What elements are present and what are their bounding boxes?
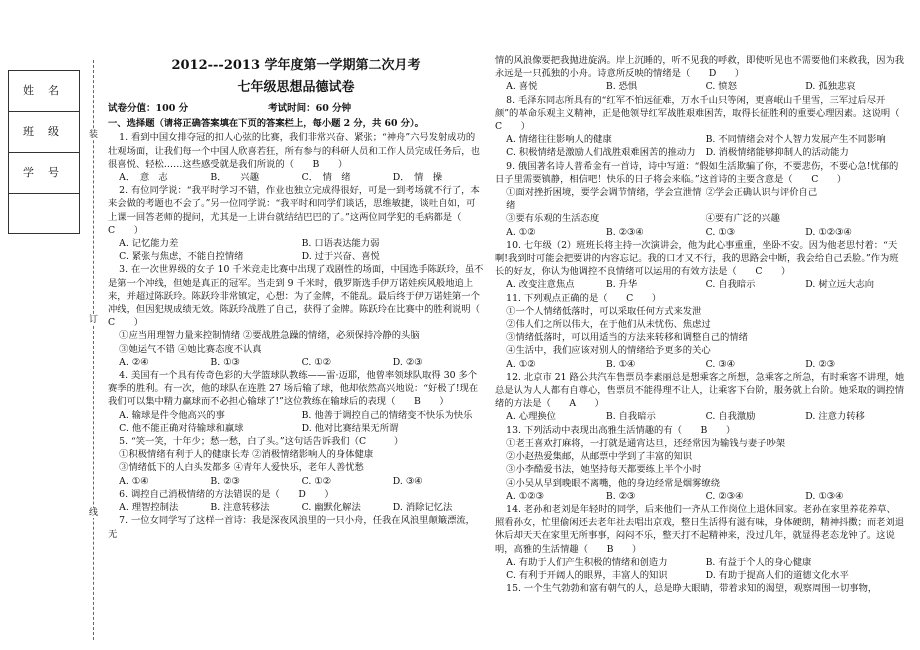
answer-options [108, 409, 484, 435]
answer-option: B. ①④ [605, 358, 636, 370]
answer-option: A. 心理换位 [506, 411, 556, 423]
question-text: 情的风浪像要把我抛进旋涡。岸上沉睡的，听不见我的呼救，即使听见也不需要他们来救我，因为我永远是一只孤独的小舟。诗意所反映的情绪是（ D ） [495, 55, 905, 80]
answer-option: B. ②③④ [605, 226, 644, 238]
question-text: 4. 美国有一个具有传奇色彩的大学篮球队教练——雷·迈耶，他曾率领球队取得 30 多个赛季的胜利。有一次，他的球队在连胜 27 场后输了球，他却依然高兴地说：“好极了!现在我们可以集中精力赢球而不必担心输球了!”这位教练在输球后的表现（ B ） [108, 370, 479, 408]
question-text: 13. 下列活动中表现出高雅生活情趣的有（ B ） [506, 424, 736, 436]
answer-option: C. 幽默化解法 [301, 502, 361, 514]
answer-option: A. 输球是件令他高兴的事 [119, 409, 225, 421]
answer-option: C. ①② [301, 356, 331, 368]
answer-options [495, 490, 905, 503]
answer-option: C. ①② [301, 475, 331, 487]
answer-option: C. 自我暗示 [705, 279, 756, 291]
question-text: 7. 一位女同学写了这样一首诗：我是深夜风浪里的一只小舟，任我在风浪里颠簸漂流，无 [108, 515, 475, 540]
question-text: 2. 有位同学说：“我平时学习不错，作业也独立完成得很好，可是一到考场就不行了，本来会做的考题也不会了。”另一位同学说：“我平时和同学们谈话，思维敏捷，谈吐自如，可上课一回答老师的提问，尤其是一上讲台就结结巴巴的了。”这两位同学犯的毛病都是（ C ） [108, 185, 480, 236]
left-column [108, 58, 499, 541]
answer-option: C. ③④ [705, 358, 735, 370]
answer-option: B． 兴趣 [210, 172, 260, 184]
answer-options [495, 133, 905, 159]
section-heading: 一、选择题（请将正确答案填在下页的答案栏上，每小题 2 分，共 60 分）。 [108, 118, 424, 130]
answer-option: A． 意 志 [119, 172, 168, 184]
binding-line [93, 60, 94, 640]
answer-options [495, 556, 905, 582]
answer-option: ③要有乐观的生活态度 [506, 213, 600, 225]
statement-line: ①一个人情绪低落时，可以采取任何方式来发泄 [506, 305, 702, 317]
exam-info [108, 102, 484, 115]
answer-option: ②学会正确认识与评价自己 [705, 187, 818, 199]
answer-option: B. 恐惧 [605, 81, 638, 93]
statement-line: ③她运气不错 ④她比赛态度不认真 [119, 343, 262, 355]
answer-options [108, 356, 484, 369]
answer-option: B. 注意转移法 [210, 502, 270, 514]
question-text: 8. 毛泽东同志所具有的“红军不怕远征难，万水千山只等闲，更喜岷山千里雪，三军过后尽开颜”的革命乐观主义精神，正是他领导红军战胜艰难困苦，取得长征胜利的重要心理因素。这说明（ C ） [495, 94, 919, 133]
answer-option: C． 情 绪 [301, 172, 351, 184]
statement-line: ②小赵热爱集邮，从邮票中学到了丰富的知识 [506, 451, 693, 463]
statement-line: ①应当用理智力量来控制情绪 ②要战胜急躁的情绪，必须保持冷静的头脑 [119, 330, 420, 342]
question-text: 12. 北京市 21 路公共汽车售票员李素丽总是想乘客之所想，急乘客之所急，有时乘客不讲理，她总是认为人人都有自尊心，售票员不能得理不让人，让乘客下台阶，服务就上台阶。她采取的调控情绪的方法是（ A ） [495, 371, 905, 410]
answer-option: A. ②④ [119, 356, 149, 368]
answer-option: D． 情 操 [392, 172, 443, 184]
answer-option: D. 消除记忆法 [392, 502, 453, 514]
answer-option: D. ②③ [805, 358, 835, 370]
answer-option: A. 有助于人们产生积极的情绪和创造力 [506, 556, 668, 568]
answer-options [495, 186, 905, 226]
statement-line: ③情绪低下的人白头发都多 ④青年人爱快乐，老年人善忧愁 [119, 462, 364, 474]
answer-option: C. 积极情绪是激励人们战胜艰难困苦的推动力 [506, 147, 696, 159]
question-text: 6. 调控自己消极情绪的方法错误的是（ D ） [119, 488, 334, 500]
question-text: 15. 一个生气勃勃和富有朝气的人，总是睁大眼睛，带着求知的渴望，观察周围一切事物， [506, 583, 878, 595]
answer-option: A. 情绪往往影响人的健康 [506, 134, 612, 146]
binding-mark: 装 [89, 130, 99, 140]
answer-option: B. ②③ [210, 475, 240, 487]
answer-option: B. 升华 [605, 279, 638, 291]
answer-option: ①面对挫折困境，要学会调节情绪，学会宣泄情绪 [506, 187, 702, 212]
student-info-box [8, 70, 80, 234]
answer-option: D. 有助于提高人们的道德文化水平 [705, 569, 849, 581]
answer-option: B. 不同情绪会对个人智力发展产生不同影响 [705, 134, 886, 146]
answer-option: D. 消极情绪能够抑制人的活动能力 [705, 147, 849, 159]
answer-option: C. 有利于开阔人的眼界，丰富人的知识 [506, 569, 668, 581]
answer-option: A. ①② [506, 226, 536, 238]
statement-line: ③情绪低落时，可以用适当的方法来转移和调整自己的情绪 [506, 332, 748, 344]
name-field: 姓名 [9, 71, 79, 112]
answer-options [108, 475, 484, 488]
answer-options [495, 410, 905, 423]
exam-title: 2012---2013 学年度第一学期第二次月考 [171, 58, 421, 73]
answer-option: B. ②③ [605, 490, 636, 502]
statement-line: ①老王喜欢打麻将，一打就是通宵达旦，还经常因为输钱与妻子吵架 [506, 437, 786, 449]
statement-line: ④小吴从早到晚眼不离嘴，他的身边经常是烟雾缭绕 [506, 477, 720, 489]
answer-option: C. 愤怒 [705, 81, 737, 93]
question-text: 14. 老孙和老刘是年轻时的同学，后来他们一齐从工作岗位上退休回家。老孙在家里养花养草、照看孙女，忙里偷闲还去老年社去唱出京戏，整日生活得有滋有味，身体硬朗，精神抖擞；而老刘退休后却天天在家里无所事事，闷闷不乐，整天打不起精神来，没过几年，就显得老态龙钟了。这说明，高雅的生活情趣（ B ） [495, 503, 905, 555]
answer-option: D. ③④ [392, 475, 423, 487]
question-text: 1. 看到中国女排夺冠的扣人心弦的比赛，我们非常兴奋、紧张；“神舟”六号发射成功的壮观场面，让我们每一个中国人欣喜若狂，所有参与的科研人员和工作人员完成任务后，也很喜悦、轻松……这些感受就是我们所说的（ B ） [108, 132, 480, 170]
answer-options [495, 278, 905, 291]
answer-option: D. 孤独悲哀 [805, 81, 856, 93]
time-info: 考试时间：60 分钟 [268, 103, 352, 114]
class-field: 班级 [9, 112, 79, 153]
answer-option: B. 有益于个人的身心健康 [705, 556, 812, 568]
left-questions [108, 131, 499, 540]
answer-option: D. 他对比赛结果无所谓 [301, 422, 399, 434]
answer-option: D. 树立远大志向 [805, 279, 875, 291]
question-text: 11. 下列观点正确的是（ C ） [506, 292, 662, 304]
question-text: 10. 七年级（2）班班长将主持一次演讲会，他为此心事重重，坐卧不安。因为他老思忖着：“天啊!我到时可能会把要讲的内容忘记。我的口才又不行，我的思路会中断，我会给自己丢脸。”作为班长的好友，你认为他调控不良情绪可以运用的有效方法是（ C ） [495, 239, 899, 278]
answer-option: A. ①② [506, 358, 536, 370]
answer-option: B. 自我暗示 [605, 411, 656, 423]
answer-option: D. 注意力转移 [805, 411, 865, 423]
answer-option: A. ①②③ [506, 490, 544, 502]
answer-options [495, 80, 905, 93]
answer-option: A. 理智控制法 [119, 502, 179, 514]
answer-option: ④要有广泛的兴趣 [705, 213, 780, 225]
question-text: 3. 在一次世界级的女子 10 千米竞走比赛中出现了戏剧性的场面，中国选手陈跃玲，虽不是第一个冲线，但她是真正的冠军。当走到 9 千米时，俄罗斯选手伊万诺娃疾风般地追上来，并超过陈跃玲。陈跃玲非常镇定，心想：为了金牌，不能乱。最后终于伊万诺娃第一个冲线，但因犯规成绩无效。陈跃玲战胜了自己，获得了金牌。陈跃玲在比赛中的胜利说明（ C ） [108, 264, 499, 329]
answer-option: A. ①④ [119, 475, 149, 487]
answer-option: A. 喜悦 [506, 81, 538, 93]
right-column [495, 54, 919, 595]
binding-mark: 订 [89, 315, 99, 325]
right-questions [495, 54, 919, 595]
question-text: 9. 俄国著名诗人普希金有一首诗，诗中写道：“假如生活欺骗了你，不要悲伤，不要心急!忧郁的日子里需要镇静，相信吧！快乐的日子将会来临。”这首诗的主要含意是（ C ） [495, 160, 899, 185]
answer-option: B. ①③ [210, 356, 240, 368]
answer-option: C. 他不能正确对待输球和赢球 [119, 422, 244, 434]
statement-line: ③小李酷爱书法，她坚持每天都要练上半个小时 [506, 464, 702, 476]
answer-option: D. ①③④ [805, 490, 844, 502]
answer-option: C. ①③ [705, 226, 735, 238]
answer-option: A. 改变注意焦点 [506, 279, 575, 291]
answer-option: B. 他善于调控自己的情绪变不快乐为快乐 [301, 409, 473, 421]
score-info: 试卷分值：100 分 [108, 103, 189, 114]
answer-options [108, 237, 484, 263]
student-number-field: 学号 [9, 153, 79, 194]
answer-options [108, 171, 484, 184]
statement-line: ①积极情绪有利于人的健康长寿 ②消极情绪影响人的身体健康 [119, 449, 374, 461]
answer-option: D. ②③ [392, 356, 423, 368]
answer-options [495, 358, 905, 371]
answer-option: B. 口语表达能力弱 [301, 238, 380, 250]
exam-subtitle: 七年级思想品德试卷 [237, 80, 355, 95]
answer-options [108, 501, 484, 514]
question-text: 5. “笑一笑，十年少；愁一愁，白了头。”这句话告诉我们（C ） [119, 436, 404, 448]
answer-option: A. 记忆能力差 [119, 238, 179, 250]
blank-field [9, 194, 79, 234]
statement-line: ②伟人们之所以伟大，在于他们从未忧伤、焦虑过 [506, 319, 711, 331]
answer-option: C. 紧张与焦虑，不能自控情绪 [119, 251, 244, 263]
binding-mark: 线 [89, 508, 99, 518]
answer-option: D. 过于兴奋、喜悦 [301, 251, 380, 263]
statement-line: ④生活中，我们应该对别人的情绪给予更多的关心 [506, 345, 711, 357]
answer-options [495, 226, 905, 239]
answer-option: C. 自我激励 [705, 411, 756, 423]
answer-option: D. ①②③④ [805, 226, 852, 238]
answer-option: C. ②③④ [705, 490, 744, 502]
